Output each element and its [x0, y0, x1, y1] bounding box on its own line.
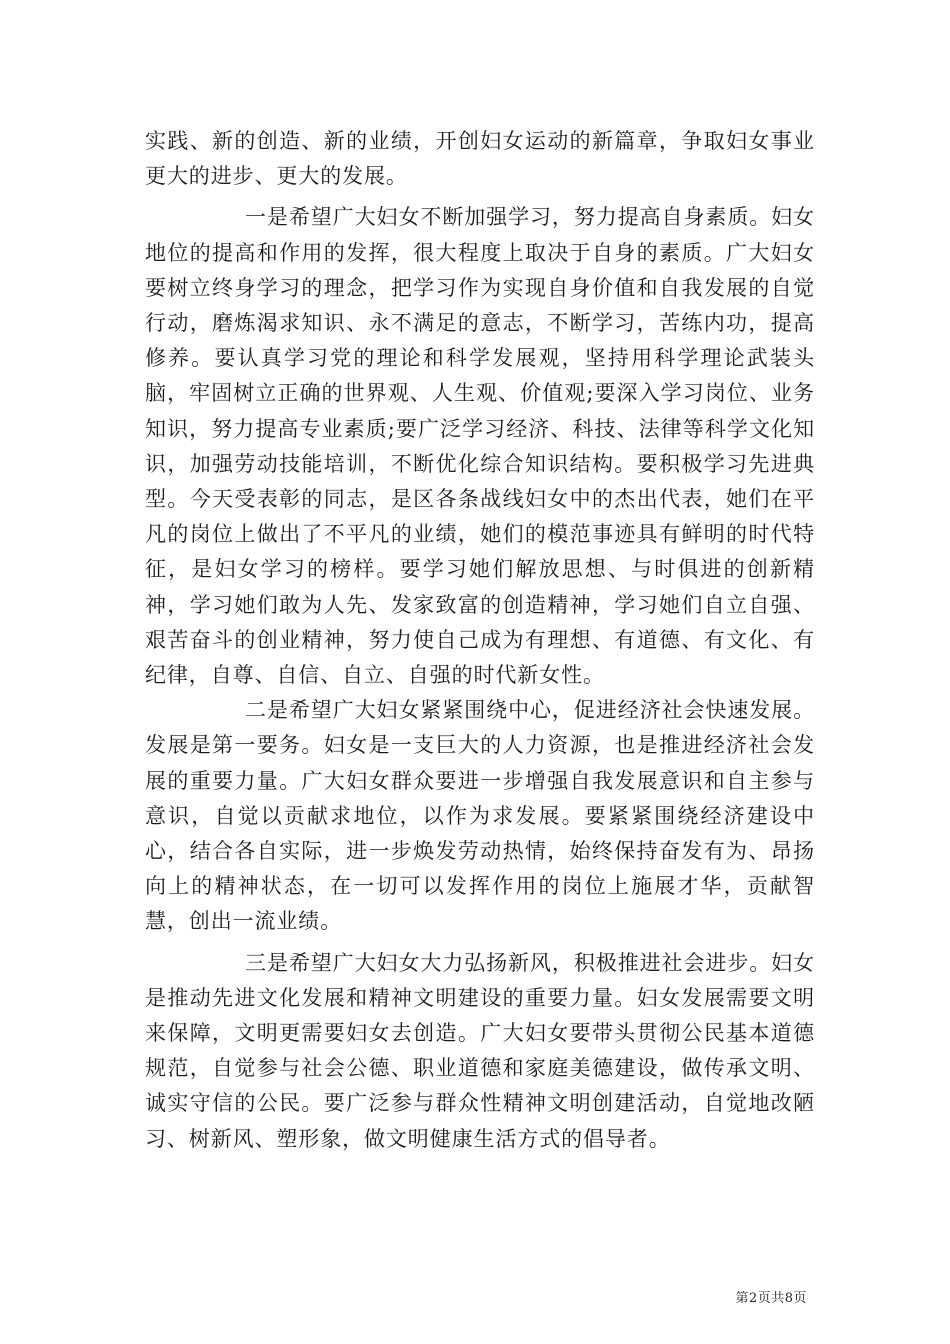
paragraph-point-one: 一是希望广大妇女不断加强学习，努力提高自身素质。妇女地位的提高和作用的发挥，很大程度上取决于自身的素质。广大妇女要树立终身学习的理念，把学习作为实现自身价值和自我发展的自觉行动，磨炼渴求知识、永不满足的意志，不断学习，苦练内功，提高修养。要认真学习党的理论和科学发展观，坚持用科学理论武装头脑，牢固树立正确的世界观、人生观、价值观;要深入学习岗位、业务知识，努力提高专业素质;要广泛学习经济、科技、法律等科学文化知识，加强劳动技能培训，不断优化综合知识结构。要积极学习先进典型。今天受表彰的同志，是区各条战线妇女中的杰出代表，她们在平凡的岗位上做出了不平凡的业绩，她们的模范事迹具有鲜明的时代特征，是妇女学习的榜样。要学习她们解放思想、与时俱进的创新精神，学习她们敢为人先、发家致富的创造精神，学习她们自立自强、艰苦奋斗的创业精神，努力使自己成为有理想、有道德、有文化、有纪律，自尊、自信、自立、自强的时代新女性。: [145, 205, 815, 688]
paragraph-continuation: 实践、新的创造、新的业绩，开创妇女运动的新篇章，争取妇女事业更大的进步、更大的发展。: [145, 129, 815, 189]
body-text: [145, 124, 815, 1157]
paragraph-point-three: 三是希望广大妇女大力弘扬新风，积极推进社会进步。妇女是推动先进文化发展和精神文明建设的重要力量。妇女发展需要文明来保障，文明更需要妇女去创造。广大妇女要带头贯彻公民基本道德规范，自觉参与社会公德、职业道德和家庭美德建设，做传承文明、诚实守信的公民。要广泛参与群众性精神文明创建活动，自觉地改陋习、树新风、塑形象，做文明健康生活方式的倡导者。: [145, 950, 815, 1151]
page-number-footer: 第2页共8页: [735, 1291, 807, 1306]
paragraph-point-two: 二是希望广大妇女紧紧围绕中心，促进经济社会快速发展。发展是第一要务。妇女是一支巨大的人力资源，也是推进经济社会发展的重要力量。广大妇女群众要进一步增强自我发展意识和自主参与意识，自觉以贡献求地位，以作为求发展。要紧紧围绕经济建设中心，结合各自实际，进一步焕发劳动热情，始终保持奋发有为、昂扬向上的精神状态，在一切可以发挥作用的岗位上施展才华，贡献智慧，创出一流业绩。: [145, 698, 815, 934]
